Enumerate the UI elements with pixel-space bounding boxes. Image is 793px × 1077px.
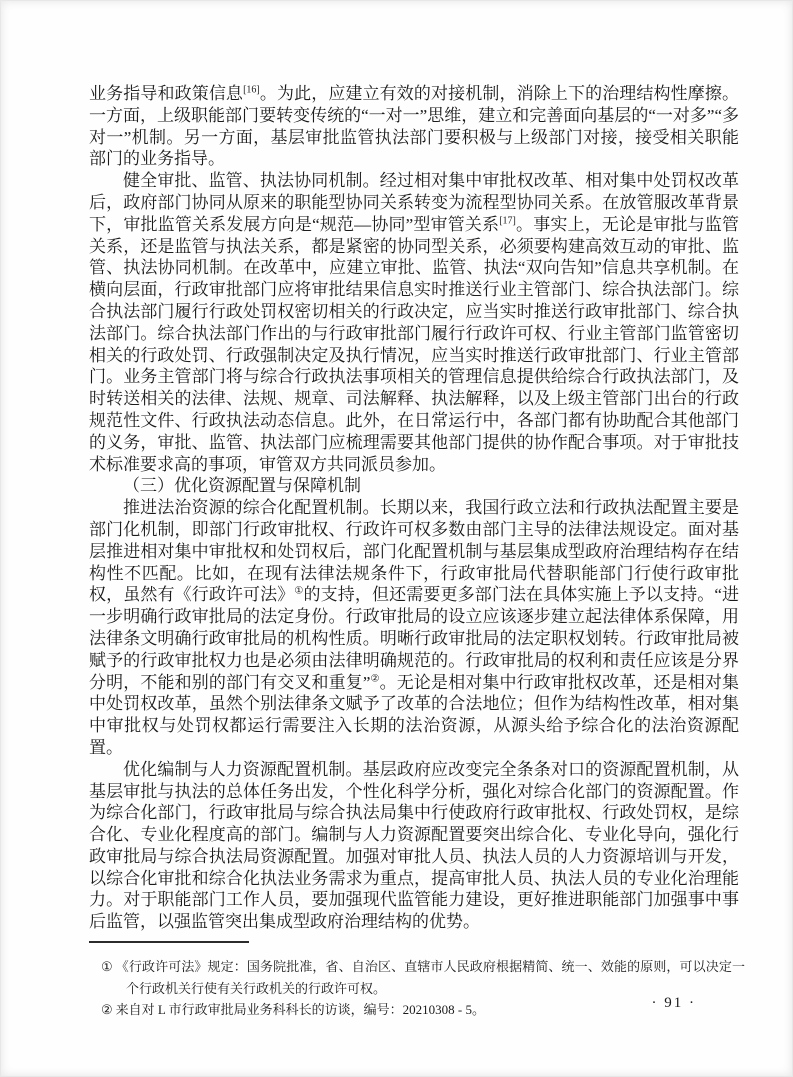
footnote-marker: ① — [101, 959, 113, 975]
section-heading: （三）优化资源配置与保障机制 — [123, 476, 361, 496]
paragraph-coordination-mechanism: 健全审批、监管、执法协同机制。经过相对集中审批权改革、相对集中处罚权改革后，政府部门协同从原来的职能型协同关系转变为流程型协同关系。在放管服改革背景下，审批监管关系发展方向是“规范—协同”型审管关系[17]。事实上，无论是审批与监管关系，还是监管与执法关系，都是紧密的协同型关系，必须要构建高效互动的审批、监管、执法协同机制。在改革中，应建立审批、监管、执法“双向告知”信息共享机制。在横向层面，行政审批部门应将审批结果信息实时推送行业主管部门、综合执法部门。综合执法部门履行行政处罚权密切相关的行政决定，应当实时推送行政审批部门、综合执法部门。综合执法部门作出的与行政审批部门履行行政许可权、行业主管部门监管密切相关的行政处罚、行政强制决定及执行情况，应当实时推送行政审批部门、行业主管部门。业务主管部门将与综合行政执法事项相关的管理信息提供给综合行政执法部门，及时转送相关的法律、法规、规章、司法解释、执法解释，以及上级主管部门出台的行政规范性文件、行政执法动态信息。此外，在日常运行中，各部门都有协助配合其他部门的义务，审批、监管、执法部门应梳理需要其他部门提供的协作配合事项。对于审批技术标准要求高的事项，审管双方共同派员参加。 — [89, 171, 740, 474]
article-body — [89, 83, 739, 933]
footnote-item — [101, 999, 745, 1021]
document-page — [1, 1, 792, 1076]
paragraph-continuation: 业务指导和政策信息[16]。为此，应建立有效的对接机制，消除上下的治理结构性摩擦。一方面，上级职能部门要转变传统的“一对一”思维，建立和完善面向基层的“一对多”“多对一”机制。另一方面，基层审批监管执法部门要积极与上级部门对接，接受相关职能部门的业务指导。 — [89, 84, 740, 169]
footnote-item — [101, 956, 745, 999]
footnote-reference: [16] — [243, 84, 260, 96]
footnote-marker: ② — [101, 1002, 113, 1018]
footnote-text: 来自对 L 市行政审批局业务科科长的访谈，编号：20210308 - 5。 — [115, 1002, 485, 1018]
footnote-reference: ① — [294, 585, 304, 597]
footnote-separator — [89, 941, 249, 943]
footnote-reference: ② — [370, 672, 380, 684]
page-number: · 91 · — [651, 995, 696, 1011]
paragraph-legal-resources: 推进法治资源的综合化配置机制。长期以来，我国行政立法和行政执法配置主要是部门化机制，即部门行政审批权、行政许可权多数由部门主导的法律法规设定。面对基层推进相对集中审批权和处罚权后，部门化配置机制与基层集成型政府治理结构存在结构性不匹配。比如，在现有法律法规条件下，行政审批局代替职能部门行使行政审批权，虽然有《行政许可法》①的支持，但还需要更多部门法在具体实施上予以支持。“进一步明确行政审批局的法定身份。行政审批局的设立应该逐步建立起法律体系保障，用法律条文明确行政审批局的机构性质。明晰行政审批局的法定职权划转。行政审批局被赋予的行政审批权力也是必须由法律明确规范的。行政审批局的权利和责任应该是分界分明，不能和别的部门有交叉和重复”②。无论是相对集中行政审批权改革，还是相对集中处罚权改革，虽然个别法律条文赋予了改革的合法地位；但作为结构性改革，相对集中审批权与处罚权都运行需要注入长期的法治资源，从源头给予综合化的法治资源配置。 — [89, 498, 740, 757]
footnotes — [101, 956, 745, 1021]
footnote-reference: [17] — [499, 215, 516, 227]
footnote-text: 《行政许可法》规定：国务院批准，省、自治区、直辖市人民政府根据精简、统一、效能的原则，可以决定一个行政机关行使有关行政机关的行政许可权。 — [115, 959, 745, 996]
paragraph-hr-allocation: 优化编制与人力资源配置机制。基层政府应改变完全条条对口的资源配置机制，从基层审批与执法的总体任务出发，个性化科学分析，强化对综合化部门的资源配置。作为综合化部门，行政审批局与综合执法局集中行使政府行政审批权、行政处罚权，是综合化、专业化程度高的部门。编制与人力资源配置要突出综合化、专业化导向，强化行政审批局与综合执法局资源配置。加强对审批人员、执法人员的人力资源培训与开发，以综合化审批和综合化执法业务需求为重点，提高审批人员、执法人员的专业化治理能力。对于职能部门工作人员，要加强现代监管能力建设，更好推进职能部门加强事中事后监管，以强监管突出集成型政府治理结构的优势。 — [89, 759, 739, 932]
